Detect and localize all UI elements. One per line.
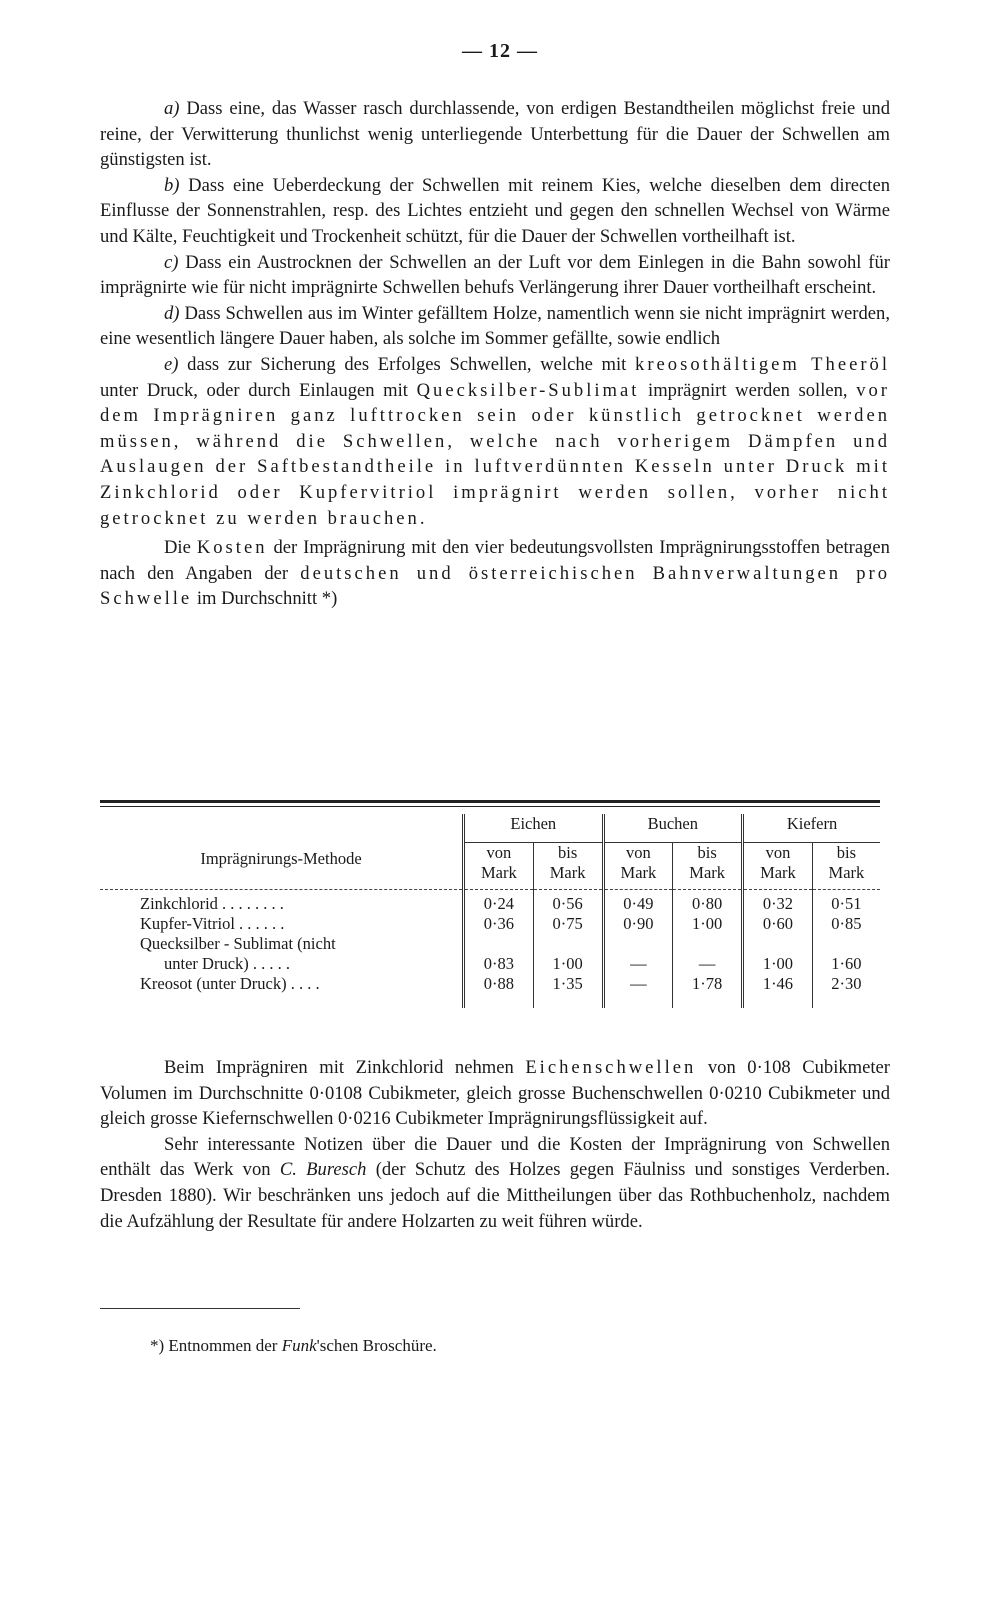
cell-buchen-von: — [603,974,673,1008]
footnote-rule [100,1308,300,1309]
p1-pre: Beim Imprägniren mit Zinkchlorid nehmen [164,1057,514,1078]
condition-e-pre: dass zur Sicherung des Erfolges Schwellen, welche mit [187,353,627,375]
table-top-rule-thin [100,806,880,807]
cell-kiefern-bis: 0·85 [812,914,880,934]
cell-eichen-von: 0·88 [464,974,534,1008]
conditions-section [100,96,890,612]
condition-c-text: Dass ein Austrocknen der Schwellen an der Luft vor dem Einlegen in die Bahn sowohl für imprägnirte wie für nicht imprägnirte Schwellen behufs Verlängerung ihrer Dauer vortheilhaft erscheint. [100,251,890,299]
cell-buchen-bis: 0·80 [673,890,743,915]
eichen-bis-header: bis [533,843,603,864]
after-table-section [100,1055,890,1234]
table-row [100,974,880,1008]
condition-b-label: b) [164,174,180,196]
footnote-post: 'schen Broschüre. [316,1336,437,1355]
condition-d-text: Dass Schwellen aus im Winter gefälltem Holze, namentlich wenn sie nicht imprägnirt werden, eine wesentlich längere Dauer haben, als solche im Sommer gefällte, sowie endlich [100,302,890,350]
cell-buchen-bis: 1·78 [673,974,743,1008]
cell-kiefern-von: 0·60 [743,914,813,934]
condition-e-quecksilber: Quecksilber-Sublimat [416,379,640,401]
page-number: — 12 — [462,40,538,62]
kiefern-bis-header: bis [812,843,880,864]
cell-kiefern-von: 1·00 [743,934,813,974]
cell-eichen-bis: 0·75 [533,914,603,934]
condition-e-spaced: vor dem Imprägniren ganz lufttrocken sein oder künstlich getrocknet werden müssen, während die Schwellen, welche nach vorherigem Dämpfen und Auslaugen der Saftbestandtheile in luftverdünnten Kesseln unter Druck mit Zinkchlorid oder Kupfervitriol imprägnirt werden sollen, vorher nicht getrocknet zu werden brauchen. [100,379,890,529]
paragraph-buresch [100,1132,890,1234]
table-row [100,890,880,915]
table-row [100,934,880,974]
p2-pre: Sehr interessante Notizen über die Dauer und die Kosten der Imprägnirung von Schwellen enthält das Werk von [100,1133,890,1181]
method-quecksilber [100,934,464,974]
eichen-bis-unit: Mark [533,863,603,890]
method-zinkchlorid: Zinkchlorid . . . . . . . . [100,890,464,915]
costs-intro-mid: der Imprägnirung mit den vier bedeutungsvollsten Imprägnirungsstoffen betragen nach den Angaben der [100,537,890,584]
footnote-name: Funk [281,1336,317,1355]
cell-buchen-von: 0·49 [603,890,673,915]
condition-c-label: c) [164,251,179,273]
p1-eichenschwellen: Eichenschwellen [525,1057,697,1078]
table-top-rule [100,800,880,803]
costs-intro-kosten: Kosten [196,537,268,559]
buchen-von-unit: Mark [603,863,673,890]
cell-eichen-von: 0·83 [464,934,534,974]
p2-post: (der Schutz des Holzes gegen Fäulniss und sonstiges Verderben. Dresden 1880). Wir beschränken uns jedoch auf die Mittheilungen über das Rothbuchenholz, nachdem die Aufzählung der Resultate für andere Holzarten zu weit führen würde. [100,1159,890,1232]
condition-e [100,352,890,531]
costs-intro-pre: Die [164,537,191,559]
condition-e-kreosot: kreosothältigem Theeröl [635,353,890,375]
method-header: Imprägnirungs-Methode [200,848,362,868]
buchen-bis-header: bis [673,843,743,864]
condition-d-label: d) [164,302,180,324]
cell-eichen-bis: 0·56 [533,890,603,915]
method-quecksilber-line1: Quecksilber - Sublimat (nicht [140,934,336,953]
cell-buchen-bis: 1·00 [673,914,743,934]
group-buchen: Buchen [603,814,743,843]
cell-buchen-von: — [603,934,673,974]
method-kreosot: Kreosot (unter Druck) . . . . [140,974,320,993]
buchen-von-header: von [603,843,673,864]
cell-eichen-von: 0·36 [464,914,534,934]
eichen-von-header: von [464,843,534,864]
condition-b [100,173,890,250]
cell-buchen-bis: — [673,934,743,974]
cell-eichen-bis: 1·00 [533,934,603,974]
table-row [100,914,880,934]
eichen-von-unit: Mark [464,863,534,890]
condition-e-mid1: unter Druck, oder durch Einlaugen mit [100,379,408,401]
cell-kiefern-bis: 1·60 [812,934,880,974]
cost-table [100,814,880,1008]
costs-intro [100,535,890,612]
group-eichen: Eichen [464,814,604,843]
cell-buchen-von: 0·90 [603,914,673,934]
table-header-row-1 [100,814,880,843]
p1-post: von 0·108 Cubikmeter Volumen im Durchschnitte 0·0108 Cubikmeter, gleich grosse Buchenschwellen 0·0210 Cubikmeter und gleich grosse Kiefernschwellen 0·0216 Cubikmeter Imprägnirungsflüssigkeit auf. [100,1057,890,1130]
cell-kiefern-bis: 2·30 [812,974,880,1008]
cell-kiefern-von: 1·46 [743,974,813,1008]
condition-a-text: Dass eine, das Wasser rasch durchlassende, von erdigen Bestandtheilen möglichst freie und reine, der Verwitterung thunlichst wenig unterliegende Unterbettung für die Dauer der Schwellen am günstigsten ist. [100,98,890,171]
kiefern-von-unit: Mark [743,863,813,890]
costs-intro-post: im Durchschnitt *) [196,588,338,610]
cell-kiefern-von: 0·32 [743,890,813,915]
footnote [150,1336,437,1356]
condition-a-label: a) [164,98,180,119]
method-kupfer-vitriol: Kupfer-Vitriol . . . . . . [140,914,285,933]
kiefern-von-header: von [743,843,813,864]
condition-a [100,96,890,173]
cell-eichen-bis: 1·35 [533,974,603,1008]
condition-b-text: Dass eine Ueberdeckung der Schwellen mit reinem Kies, welche dieselben dem directen Einflusse der Sonnenstrahlen, resp. des Lichtes entzieht und gegen den schnellen Wechsel von Wärme und Kälte, Feuchtigkeit und Trockenheit schützt, für die Dauer der Schwellen vortheilhaft ist. [100,174,890,247]
condition-d [100,301,890,352]
costs-intro-spaced: deutschen und österreichischen Bahnverwaltungen pro Schwelle [100,562,890,610]
p2-author: C. Buresch [279,1159,367,1181]
condition-e-mid2: imprägnirt werden sollen, [648,379,848,401]
condition-c [100,250,890,301]
cell-kiefern-bis: 0·51 [812,890,880,915]
buchen-bis-unit: Mark [673,863,743,890]
condition-e-label: e) [164,353,179,375]
paragraph-zinkchlorid [100,1055,890,1132]
group-kiefern: Kiefern [743,814,880,843]
footnote-pre: *) Entnommen der [150,1336,278,1355]
method-quecksilber-line2: unter Druck) . . . . . [164,954,291,973]
cell-eichen-von: 0·24 [464,890,534,915]
kiefern-bis-unit: Mark [812,863,880,890]
